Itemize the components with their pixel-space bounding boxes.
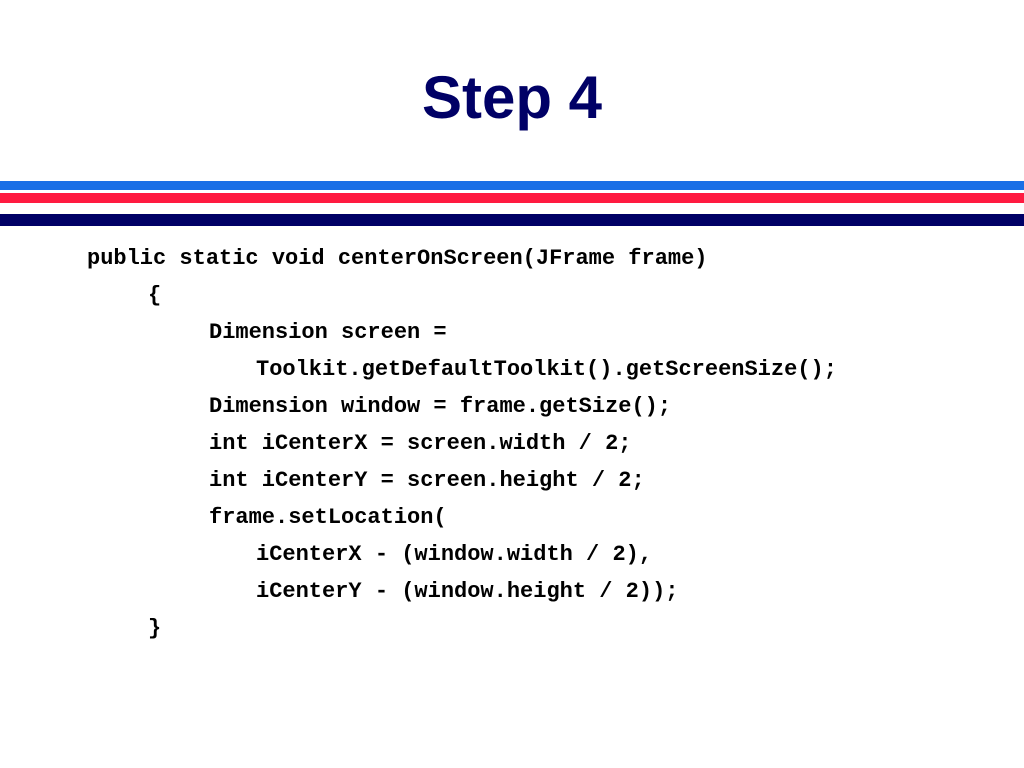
code-line: Dimension screen = [209, 320, 447, 345]
code-line: Toolkit.getDefaultToolkit().getScreenSize(); [256, 357, 837, 382]
divider-stripe-blue [0, 181, 1024, 190]
divider-stripe-red [0, 193, 1024, 203]
code-line: iCenterX - (window.width / 2), [256, 542, 653, 567]
slide-title: Step 4 [421, 64, 603, 131]
code-line: public static void centerOnScreen(JFrame frame) [87, 246, 708, 271]
code-line: { [148, 283, 162, 308]
code-line: Dimension window = frame.getSize(); [209, 394, 672, 419]
divider-stripe-navy [0, 214, 1024, 226]
code-line: iCenterY - (window.height / 2)); [256, 579, 679, 604]
code-line: int iCenterY = screen.height / 2; [209, 468, 645, 493]
code-line: } [148, 616, 162, 641]
code-line: frame.setLocation( [209, 505, 447, 530]
code-line: int iCenterX = screen.width / 2; [209, 431, 632, 456]
